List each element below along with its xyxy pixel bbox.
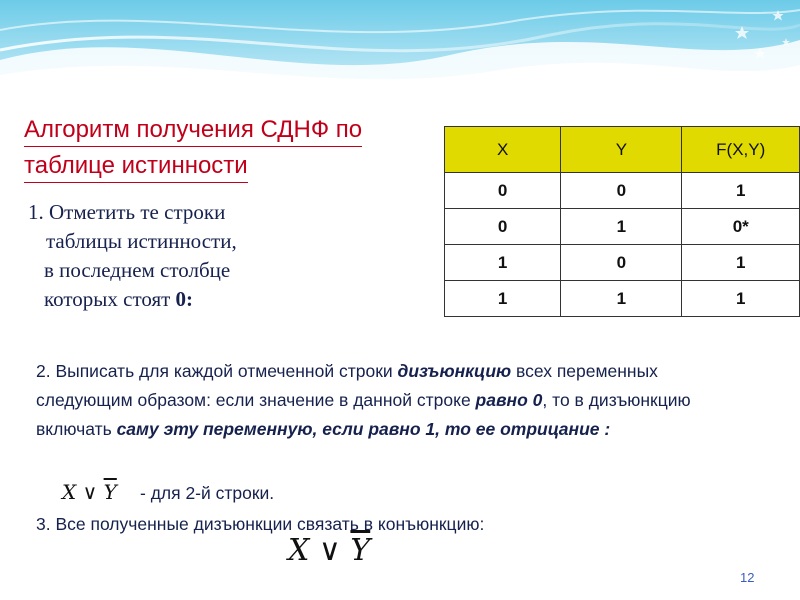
formula-final	[288, 533, 370, 568]
step-1-line4-prefix: которых стоят	[44, 287, 176, 311]
slide-title	[24, 112, 362, 184]
table-cell: 0	[445, 209, 561, 245]
formula-or-operator: ∨	[318, 533, 341, 568]
step-2-disjunction-term: дизъюнкцию	[397, 361, 512, 381]
step-2-text	[36, 357, 736, 444]
step-1-text	[28, 198, 308, 314]
step-1-line4-value: 0:	[175, 287, 194, 311]
table-row	[445, 209, 800, 245]
table-cell: 1	[561, 209, 682, 245]
table-cell: 1	[561, 281, 682, 317]
formula-or-operator: ∨	[82, 480, 98, 504]
table-cell: 0	[561, 245, 682, 281]
table-row	[445, 245, 800, 281]
truth-table	[444, 126, 800, 317]
formula-not-y: $\overline{Y}$	[350, 533, 371, 568]
table-cell: 0*	[682, 209, 800, 245]
header-cell-x: X	[445, 127, 561, 173]
table-cell: 1	[682, 173, 800, 209]
formula-x: X	[62, 480, 77, 504]
decorative-banner	[0, 0, 800, 105]
table-cell: 0	[561, 173, 682, 209]
table-cell: 1	[445, 281, 561, 317]
formula-note: - для 2-й строки.	[140, 483, 275, 503]
step-1-line2: таблицы истинности,	[46, 229, 237, 253]
formula-row-2	[62, 480, 117, 504]
formula-not-y: $\overline{Y}$	[103, 480, 117, 504]
step-2-part1: 2. Выписать для каждой отмеченной строки	[36, 361, 398, 381]
table-cell: 1	[682, 245, 800, 281]
step-1-line4	[28, 285, 308, 314]
header-cell-f: F(X,Y)	[682, 127, 800, 173]
step-1-line1: 1. Отметить те строки	[28, 200, 226, 224]
formula-x: X	[288, 533, 310, 568]
step-2-part5: , то в дизъюнкцию включать	[36, 390, 691, 439]
wave-banner-graphic	[0, 0, 800, 105]
table-cell: 0	[445, 173, 561, 209]
table-row	[445, 173, 800, 209]
table-cell: 1	[682, 281, 800, 317]
step-2-rule: саму эту переменную, если равно 1, то ее отрицание :	[116, 419, 611, 439]
step-2-equals-zero: равно 0	[475, 390, 543, 410]
step-2-part3: всех переменных следующим образом: если значение в данной строке	[36, 361, 658, 410]
header-cell-y: Y	[561, 127, 682, 173]
page-number: 12	[740, 570, 755, 585]
slide-title-line2: таблице истинности	[24, 150, 248, 183]
table-row	[445, 281, 800, 317]
table-cell: 1	[445, 245, 561, 281]
slide-title-line1: Алгоритм получения СДНФ по	[24, 114, 362, 147]
step-3-text: 3. Все полученные дизъюнкции связать в конъюнкцию:	[36, 514, 485, 534]
step-1-line3: в последнем столбце	[44, 258, 231, 282]
truth-table-header	[445, 127, 800, 173]
